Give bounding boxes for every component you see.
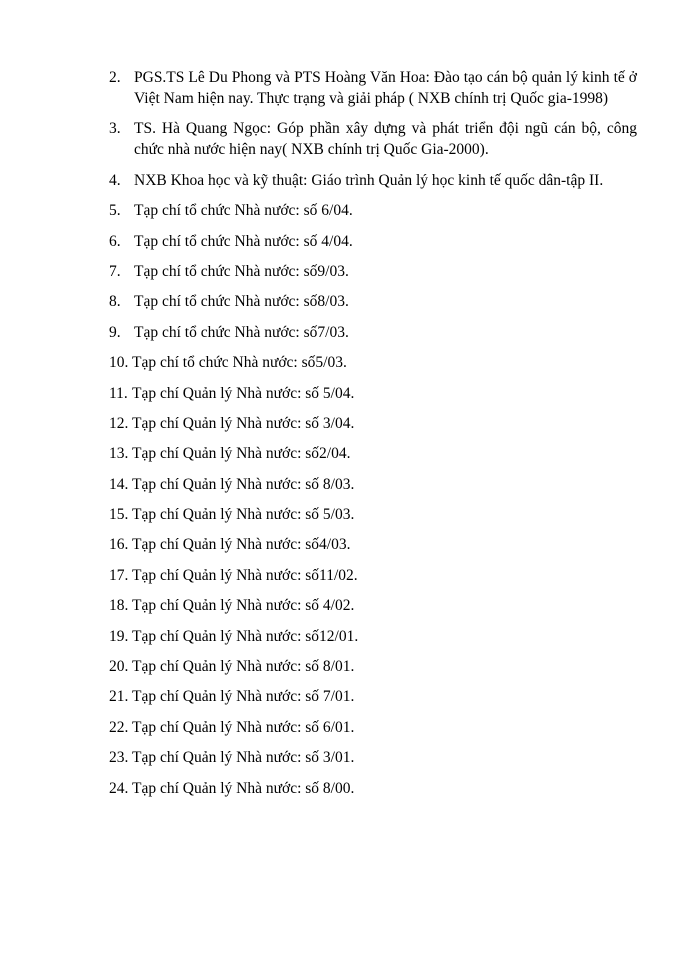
list-item (109, 717, 637, 738)
list-item-text: Tạp chí Quản lý Nhà nước: số11/02. (132, 566, 358, 584)
list-item-number: 24. (109, 779, 129, 797)
list-item-number: 21. (109, 688, 129, 706)
list-item-text: Tạp chí Quản lý Nhà nước: số 8/03. (132, 475, 355, 493)
list-item (109, 686, 637, 707)
list-item-number: 18. (109, 597, 129, 615)
list-item-text: TS. Hà Quang Ngọc: Góp phần xây dựng và phát triển đội ngũ cán bộ, công chức nhà nước hiện nay( NXB chính trị Quốc Gia-2000). (134, 120, 637, 159)
list-item (109, 534, 637, 555)
list-item-number: 11. (109, 384, 128, 402)
list-item (109, 231, 637, 252)
list-item (109, 352, 637, 373)
list-item-number: 7. (109, 262, 121, 280)
list-item (109, 261, 637, 282)
list-item-text: Tạp chí Quản lý Nhà nước: số 8/01. (132, 658, 355, 676)
list-item-number: 16. (109, 536, 129, 554)
list-item-text: Tạp chí Quản lý Nhà nước: số 7/01. (132, 688, 355, 706)
list-item-number: 2. (109, 69, 121, 86)
list-item-number: 6. (109, 232, 121, 250)
list-item-text: PGS.TS Lê Du Phong và PTS Hoàng Văn Hoa: Đào tạo cán bộ quản lý kinh tế ở Việt Nam hiện nay. Thực trạng và giải pháp ( NXB chính trị Quốc gia-1998) (134, 69, 637, 107)
list-item (109, 595, 637, 616)
list-item (109, 778, 637, 799)
list-item-number: 3. (109, 120, 121, 138)
list-item-text: Tạp chí tổ chức Nhà nước: số9/03. (134, 262, 349, 280)
list-item-text: Tạp chí Quản lý Nhà nước: số 3/01. (132, 749, 355, 767)
list-item-text: Tạp chí Quản lý Nhà nước: số 6/01. (132, 718, 355, 736)
list-item (109, 656, 637, 677)
list-item-text: Tạp chí Quản lý Nhà nước: số 5/04. (132, 384, 355, 402)
list-item-text: Tạp chí tổ chức Nhà nước: số7/03. (134, 323, 349, 341)
list-item-number: 23. (109, 749, 129, 767)
list-item (109, 565, 637, 586)
list-item-number: 9. (109, 323, 121, 341)
list-item (109, 118, 637, 160)
list-item-text: Tạp chí tổ chức Nhà nước: số 6/04. (134, 202, 353, 220)
list-item-text: Tạp chí tổ chức Nhà nước: số8/03. (134, 293, 349, 311)
list-item-text: Tạp chí Quản lý Nhà nước: số 8/00. (132, 779, 355, 797)
list-item-number: 5. (109, 202, 121, 220)
list-item-number: 4. (109, 171, 121, 189)
list-item (109, 413, 637, 434)
list-item-number: 22. (109, 718, 129, 736)
list-item (109, 443, 637, 464)
list-item-number: 10. (109, 354, 129, 372)
list-item-number: 20. (109, 658, 129, 676)
list-item (109, 626, 637, 647)
list-item-number: 12. (109, 414, 129, 432)
list-item-text: NXB Khoa học và kỹ thuật: Giáo trình Quản lý học kinh tế quốc dân-tập II. (134, 171, 604, 189)
list-item-number: 14. (109, 475, 129, 493)
list-item (109, 322, 637, 343)
list-item-text: Tạp chí tổ chức Nhà nước: số5/03. (132, 354, 347, 372)
list-item (109, 747, 637, 768)
list-item-text: Tạp chí Quản lý Nhà nước: số 3/04. (132, 414, 355, 432)
list-item-text: Tạp chí Quản lý Nhà nước: số 5/03. (132, 506, 355, 524)
list-item (109, 170, 637, 191)
list-item (109, 504, 637, 525)
list-item-text: Tạp chí Quản lý Nhà nước: số12/01. (132, 627, 359, 645)
list-item-text: Tạp chí Quản lý Nhà nước: số4/03. (132, 536, 351, 554)
list-item-number: 15. (109, 506, 129, 524)
list-item (109, 200, 637, 221)
list-item-text: Tạp chí Quản lý Nhà nước: số2/04. (132, 445, 351, 463)
list-item-text: Tạp chí tổ chức Nhà nước: số 4/04. (134, 232, 353, 250)
list-item-number: 13. (109, 445, 129, 463)
list-item-text: Tạp chí Quản lý Nhà nước: số 4/02. (132, 597, 355, 615)
list-item (109, 291, 637, 312)
list-item-number: 19. (109, 627, 129, 645)
list-item-number: 17. (109, 566, 129, 584)
list-item-number: 8. (109, 293, 121, 311)
list-item (109, 383, 637, 404)
list-item (109, 67, 637, 109)
reference-list (109, 67, 637, 808)
list-item (109, 474, 637, 495)
